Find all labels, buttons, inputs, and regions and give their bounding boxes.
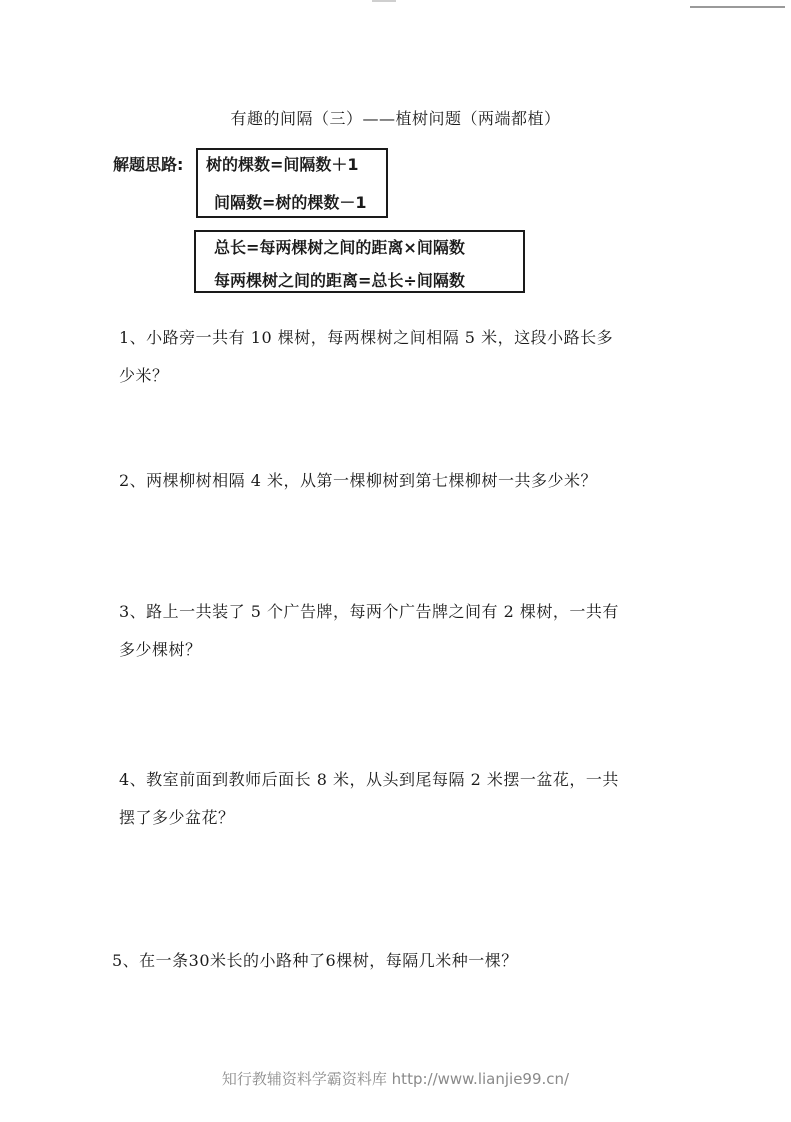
scan-mark xyxy=(372,0,396,2)
formula-line: 树的棵数=间隔数＋1 xyxy=(206,155,359,174)
question-1 xyxy=(119,319,679,395)
question-5 xyxy=(112,942,672,980)
formula-line: 总长=每两棵树之间的距离×间隔数 xyxy=(214,238,465,257)
question-line: 2、两棵柳树相隔 4 米，从第一棵柳树到第七棵柳树一共多少米？ xyxy=(119,471,598,490)
question-line: 5、在一条30米长的小路种了6棵树，每隔几米种一棵？ xyxy=(112,951,518,970)
question-line: 少米？ xyxy=(119,366,169,385)
question-2 xyxy=(119,462,679,500)
scan-edge-line xyxy=(690,6,785,8)
formula-box-tree-count xyxy=(196,148,388,218)
method-label: 解题思路: xyxy=(113,155,184,174)
question-line: 多少棵树？ xyxy=(119,640,202,659)
footer-watermark: 知行教辅资料学霸资料库 http://www.lianjie99.cn/ xyxy=(221,1070,570,1088)
question-line: 摆了多少盆花？ xyxy=(119,808,235,827)
formula-line: 间隔数=树的棵数－1 xyxy=(214,193,367,212)
question-4 xyxy=(119,761,679,837)
page-title: 有趣的间隔（三）——植树问题（两端都植） xyxy=(230,109,561,128)
question-3 xyxy=(119,593,679,669)
question-line: 1、小路旁一共有 10 棵树，每两棵树之间相隔 5 米，这段小路长多 xyxy=(119,328,614,347)
question-line: 4、教室前面到教师后面长 8 米，从头到尾每隔 2 米摆一盆花，一共 xyxy=(119,770,619,789)
question-line: 3、路上一共装了 5 个广告牌，每两个广告牌之间有 2 棵树，一共有 xyxy=(119,602,619,621)
formula-line: 每两棵树之间的距离=总长÷间隔数 xyxy=(214,271,465,290)
formula-box-length xyxy=(194,230,525,293)
